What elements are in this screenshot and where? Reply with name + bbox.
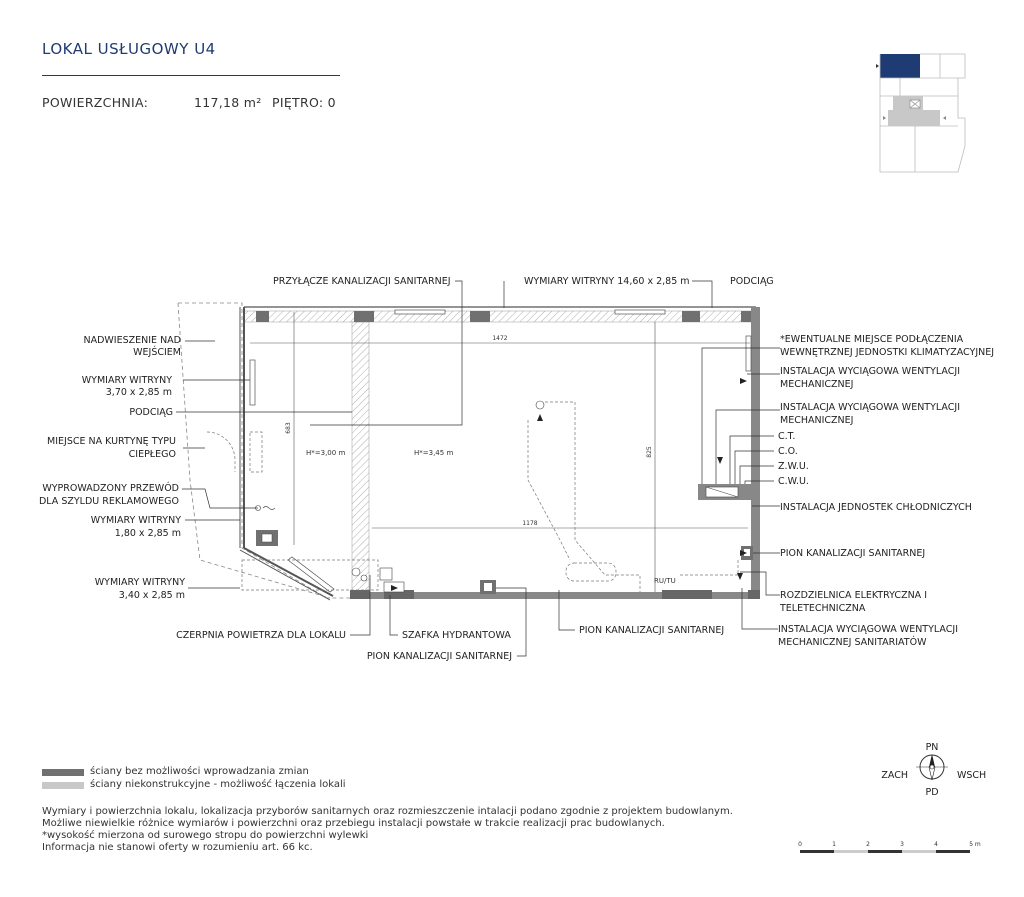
- height-main: H*=3,45 m: [414, 449, 454, 457]
- label-ct: C.T.: [778, 431, 796, 442]
- top-hatched-strip: [244, 311, 756, 322]
- label-witryny-b-2: 1,80 x 2,85 m: [114, 528, 181, 539]
- scale-2: 2: [866, 841, 870, 848]
- label-witryny-c-1: WYMIARY WITRYNY: [94, 577, 185, 588]
- label-went2-2: MECHANICZNEJ: [780, 415, 854, 426]
- label-wentsan-2: MECHANICZNEJ SANITARIATÓW: [778, 637, 927, 648]
- key-plan-highlight: [880, 54, 920, 78]
- note-4: Informacja nie stanowi oferty w rozumieniu art. 66 kc.: [42, 842, 313, 853]
- label-podciag-top: PODCIĄG: [730, 276, 774, 287]
- scale-bar: [798, 841, 981, 853]
- page-title: LOKAL USŁUGOWY U4: [42, 40, 216, 58]
- label-przylacze: PRZYŁĄCZE KANALIZACJI SANITARNEJ: [273, 276, 451, 287]
- label-witryny-a-2: 3,70 x 2,85 m: [105, 387, 172, 398]
- label-pion-bottom: PION KANALIZACJI SANITARNEJ: [366, 651, 512, 662]
- compass-w: ZACH: [881, 770, 908, 781]
- legend-text-light: ściany niekonstrukcyjne - możliwość łączenia lokali: [90, 779, 346, 790]
- label-przewod-2: DLA SZYLDU REKLAMOWEGO: [38, 496, 179, 507]
- scale-5: 5 m: [969, 841, 981, 848]
- area-label: POWIERZCHNIA:: [42, 95, 149, 110]
- compass-e: WSCH: [957, 770, 987, 781]
- left-hatched-strip: [352, 322, 369, 592]
- legend-swatch-light: [42, 782, 84, 789]
- scale-1: 1: [832, 841, 836, 848]
- label-klima-2: WEWNĘTRZNEJ JEDNOSTKI KLIMATYZACYJNEJ: [780, 347, 995, 358]
- label-went1-1: INSTALACJA WYCIĄGOWA WENTYLACJI: [780, 366, 960, 377]
- compass: [881, 742, 986, 798]
- note-3: *wysokość mierzona od surowego stropu do powierzchni wylewki: [42, 830, 369, 841]
- label-pion-mid: PION KANALIZACJI SANITARNEJ: [579, 625, 725, 636]
- floor-label: PIĘTRO: 0: [272, 95, 336, 110]
- label-rozdz-1: ROZDZIELNICA ELEKTRYCZNA I: [780, 590, 928, 601]
- legend-swatch-dark: [42, 769, 84, 776]
- note-1: Wymiary i powierzchnia lokalu, lokalizacja przyborów sanitarnych oraz rozmieszczenie intalacji podano zgodnie z projektem budowlanym.: [42, 806, 733, 817]
- label-kurtyna-2: CIEPŁEGO: [128, 449, 176, 460]
- legend-text-dark: ściany bez możliwości wprowadzania zmian: [90, 766, 309, 777]
- arrows: [391, 378, 747, 591]
- dim-depth-left: 683: [285, 422, 292, 434]
- label-witryny-c-2: 3,40 x 2,85 m: [118, 590, 185, 601]
- leader-lines: [176, 281, 780, 656]
- dim-inner-width: 1178: [522, 520, 538, 527]
- key-plan: [876, 54, 965, 172]
- note-2: Możliwe niewielkie różnice wymiarów i powierzchni oraz przebiegu instalacji powstałe w trakcie realizacji prac budowlanych.: [42, 818, 665, 829]
- scale-3: 3: [900, 841, 904, 848]
- scale-4: 4: [934, 841, 938, 848]
- label-pion-right: PION KANALIZACJI SANITARNEJ: [780, 548, 926, 559]
- label-went2-1: INSTALACJA WYCIĄGOWA WENTYLACJI: [780, 402, 960, 413]
- label-czerpnia: CZERPNIA POWIETRZA DLA LOKALU: [176, 630, 346, 641]
- label-klima-1: *EWENTUALNE MIEJSCE PODŁĄCZENIA: [780, 334, 964, 345]
- rutu-label: RU/TU: [654, 577, 676, 585]
- label-cwu: C.W.U.: [778, 476, 809, 487]
- notes: [42, 806, 733, 854]
- dim-depth-right: 825: [646, 446, 653, 458]
- compass-n: PN: [925, 742, 939, 753]
- label-chlodnicze: INSTALACJA JEDNOSTEK CHŁODNICZYCH: [780, 502, 972, 513]
- label-podciag-left: PODCIĄG: [129, 407, 173, 418]
- label-szafka: SZAFKA HYDRANTOWA: [402, 630, 511, 641]
- label-went1-2: MECHANICZNEJ: [780, 379, 854, 390]
- label-witryny-a-1: WYMIARY WITRYNY: [81, 375, 172, 386]
- dim-width: 1472: [492, 335, 508, 342]
- label-co: C.O.: [778, 446, 798, 457]
- label-zwu: Z.W.U.: [778, 461, 809, 472]
- compass-s: PD: [925, 787, 939, 798]
- label-kurtyna-1: MIEJSCE NA KURTYNĘ TYPU: [47, 436, 176, 447]
- label-witryny-b-1: WYMIARY WITRYNY: [90, 515, 181, 526]
- label-przewod-1: WYPROWADZONY PRZEWÓD: [42, 483, 179, 494]
- label-nadwieszenie-1: NADWIESZENIE NAD: [83, 335, 181, 346]
- height-left: H*=3,00 m: [306, 449, 346, 457]
- label-wentsan-1: INSTALACJA WYCIĄGOWA WENTYLACJI: [778, 624, 958, 635]
- scale-0: 0: [798, 841, 802, 848]
- label-nadwieszenie-2: WEJŚCIEM: [133, 347, 181, 358]
- area-value: 117,18 m²: [194, 95, 262, 110]
- label-witryny-main: WYMIARY WITRYNY 14,60 x 2,85 m: [524, 276, 690, 287]
- label-rozdz-2: TELETECHNICZNA: [780, 603, 866, 614]
